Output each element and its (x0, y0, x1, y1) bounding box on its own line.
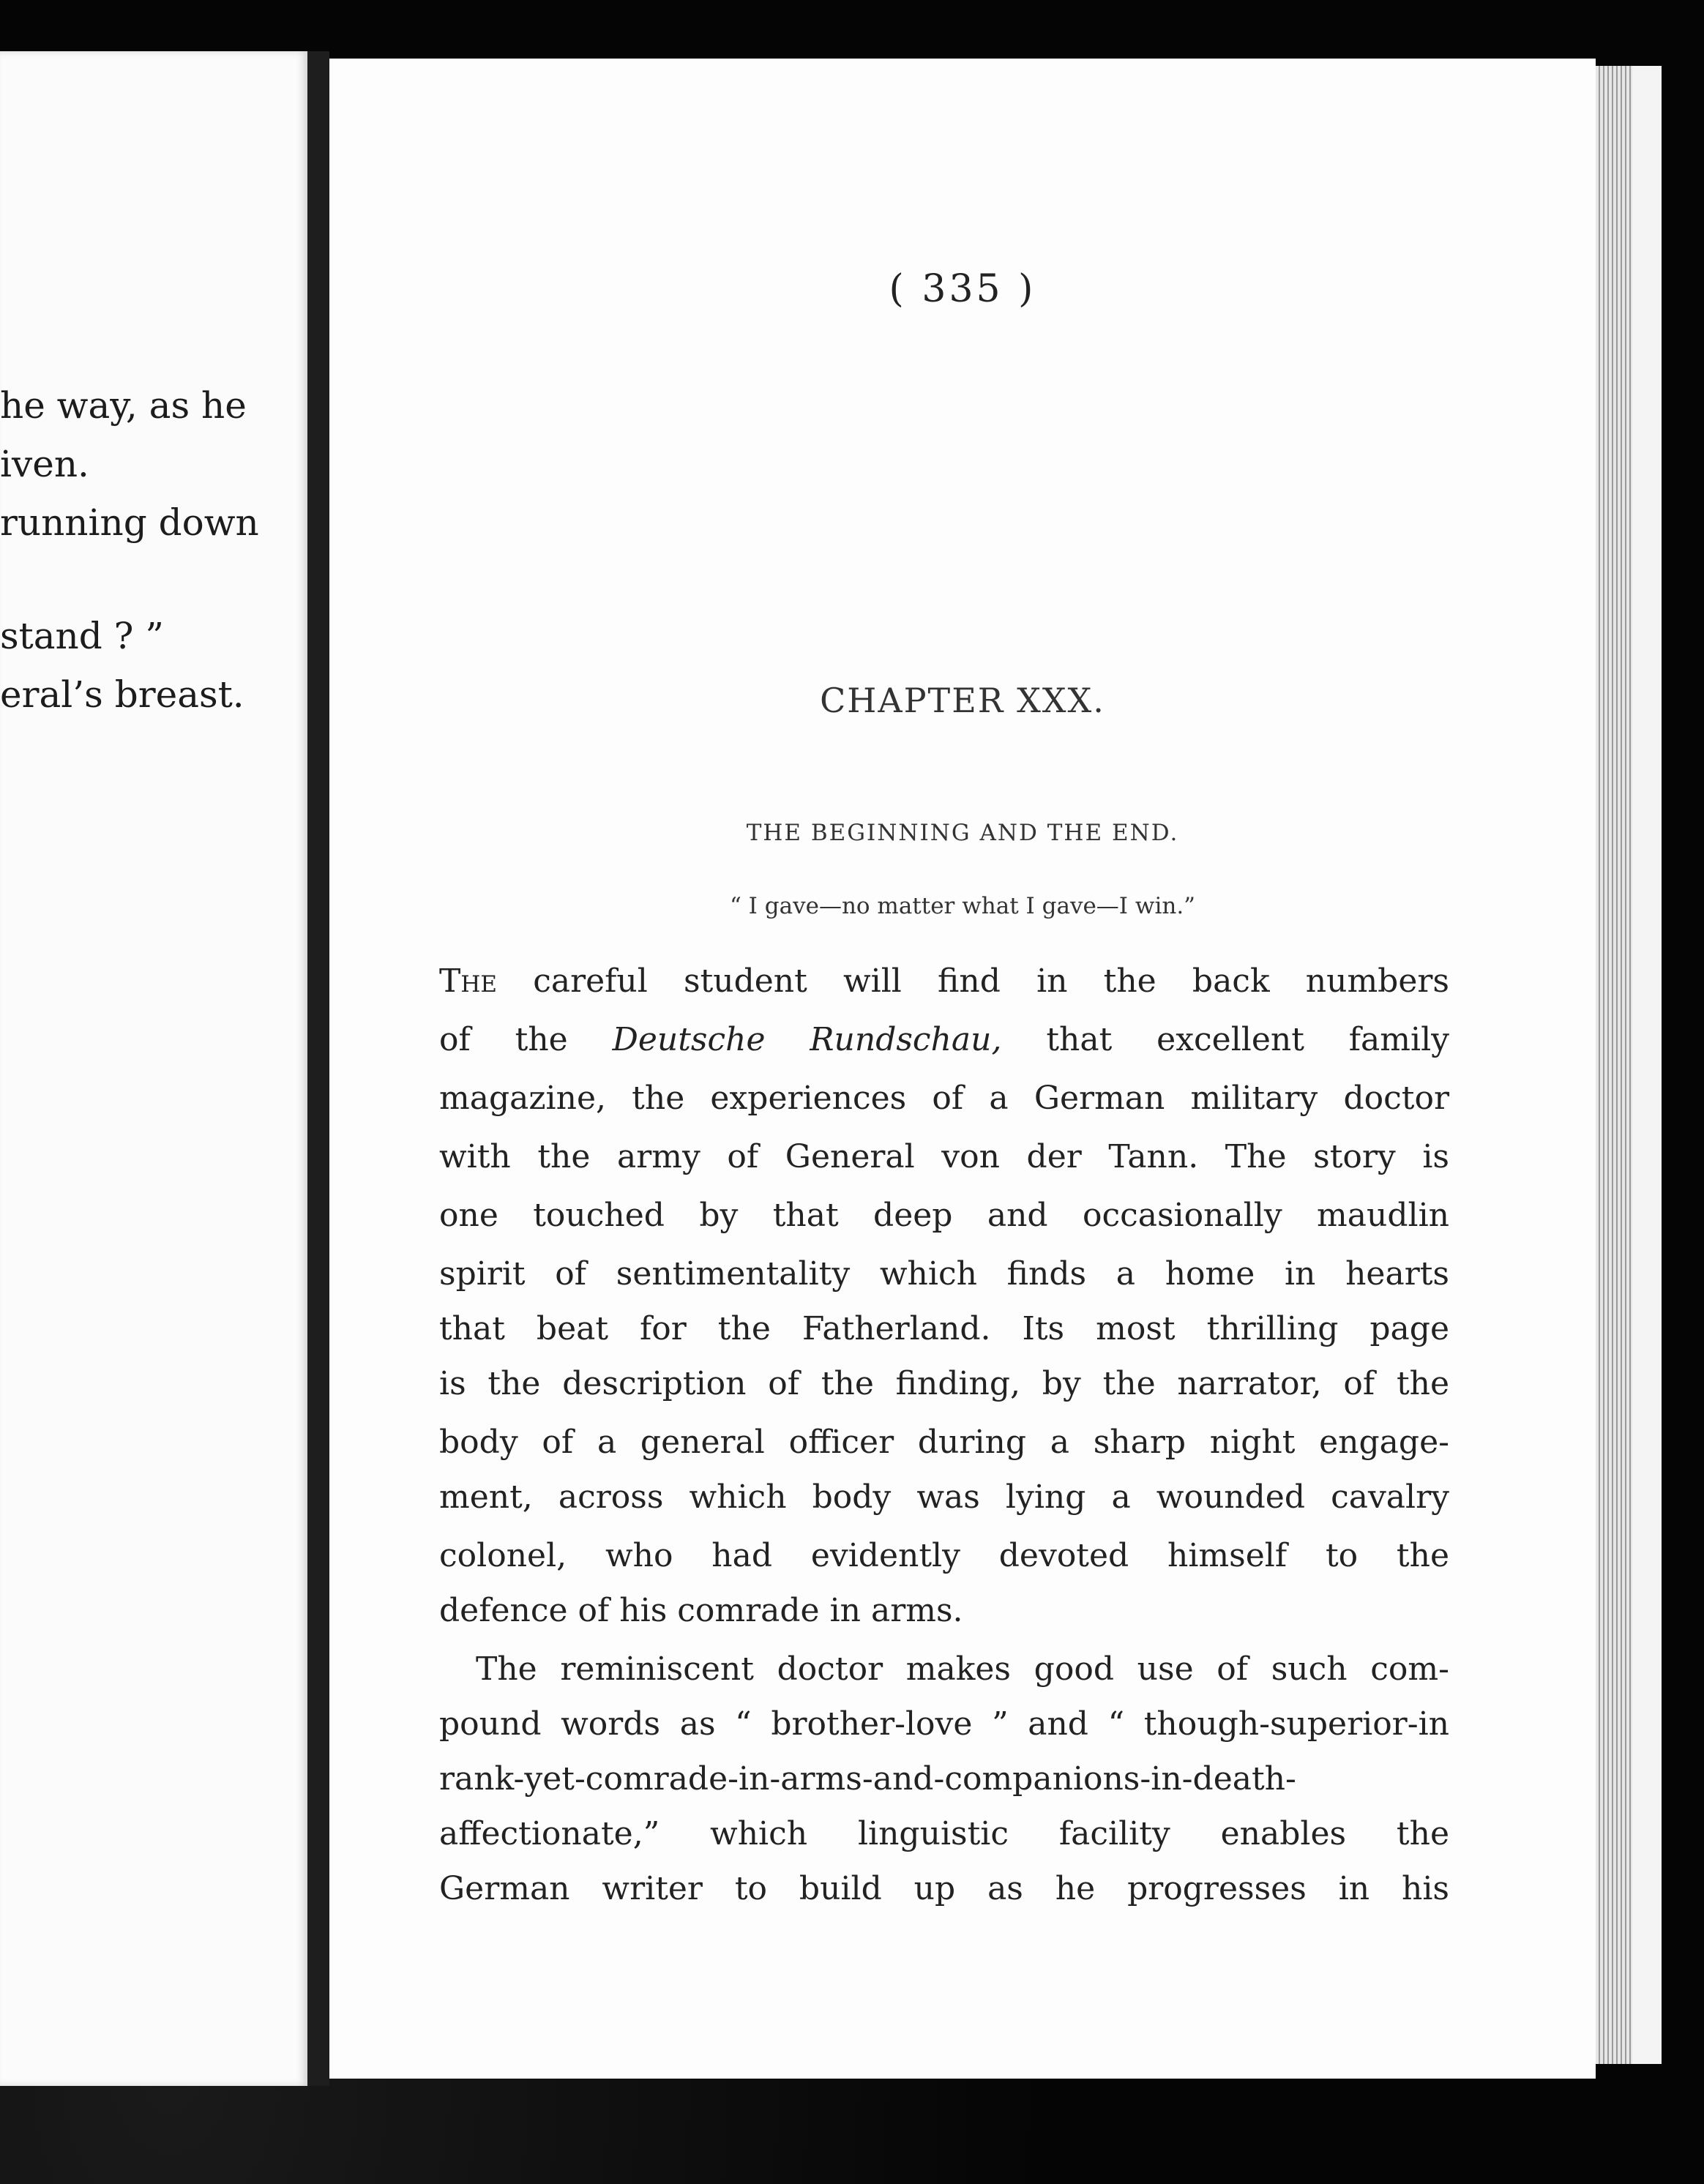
left-page-line: he way, as he (0, 384, 247, 427)
paragraph-1-line-1 (439, 962, 1449, 1000)
paragraph-line: body of a general officer during a sharp night engage- (439, 1424, 1449, 1461)
paragraph-line: spirit of sentimentality which finds a home in hearts (439, 1255, 1449, 1293)
paragraph-line: is the description of the finding, by the narrator, of the (439, 1365, 1449, 1402)
left-page-line: eral’s breast. (0, 673, 244, 716)
chapter-subtitle: THE BEGINNING AND THE END. (746, 820, 1179, 846)
left-page-line: stand ? ” (0, 615, 164, 657)
paragraph-dropword: The (439, 962, 498, 1000)
left-page-line: iven. (0, 443, 89, 485)
paragraph-line: ment, across which body was lying a wounded cavalry (439, 1478, 1449, 1516)
paragraph-line: The reminiscent doctor makes good use of such com- (476, 1650, 1449, 1688)
paragraph-line: colonel, who had evidently devoted himself to the (439, 1537, 1449, 1574)
paragraph-line: magazine, the experiences of a German military doctor (439, 1080, 1449, 1117)
paragraph-1-line-2 (439, 1021, 1449, 1058)
paragraph-line: pound words as “ brother-love ” and “ though-superior-in (439, 1705, 1449, 1743)
paragraph-line: affectionate,” which linguistic facility enables the (439, 1815, 1449, 1852)
chapter-title: CHAPTER XXX. (820, 681, 1105, 720)
left-page (0, 51, 307, 2086)
paragraph-line: German writer to build up as he progresses in his (439, 1870, 1449, 1907)
book-gutter (307, 51, 329, 2086)
epigraph: “ I gave—no matter what I gave—I win.” (729, 893, 1196, 919)
paragraph-line: that beat for the Fatherland. Its most thrilling page (439, 1310, 1449, 1347)
paragraph-line: one touched by that deep and occasionally maudlin (439, 1197, 1449, 1234)
paragraph-line: with the army of General von der Tann. The story is (439, 1138, 1449, 1175)
paragraph-text: careful student will find in the back numbers (497, 962, 1449, 1000)
paragraph-line: rank-yet-comrade-in-arms-and-companions-in-death- (439, 1760, 1296, 1798)
paragraph-text: of the (439, 1021, 613, 1058)
page-edges (1596, 66, 1662, 2064)
paragraph-line: defence of his comrade in arms. (439, 1592, 963, 1629)
paragraph-text: that excellent family (1001, 1021, 1450, 1058)
right-page (329, 59, 1596, 2079)
page-number: ( 335 ) (889, 267, 1036, 311)
left-page-line: running down (0, 501, 259, 544)
magazine-title: Deutsche Rundschau, (612, 1021, 1002, 1058)
